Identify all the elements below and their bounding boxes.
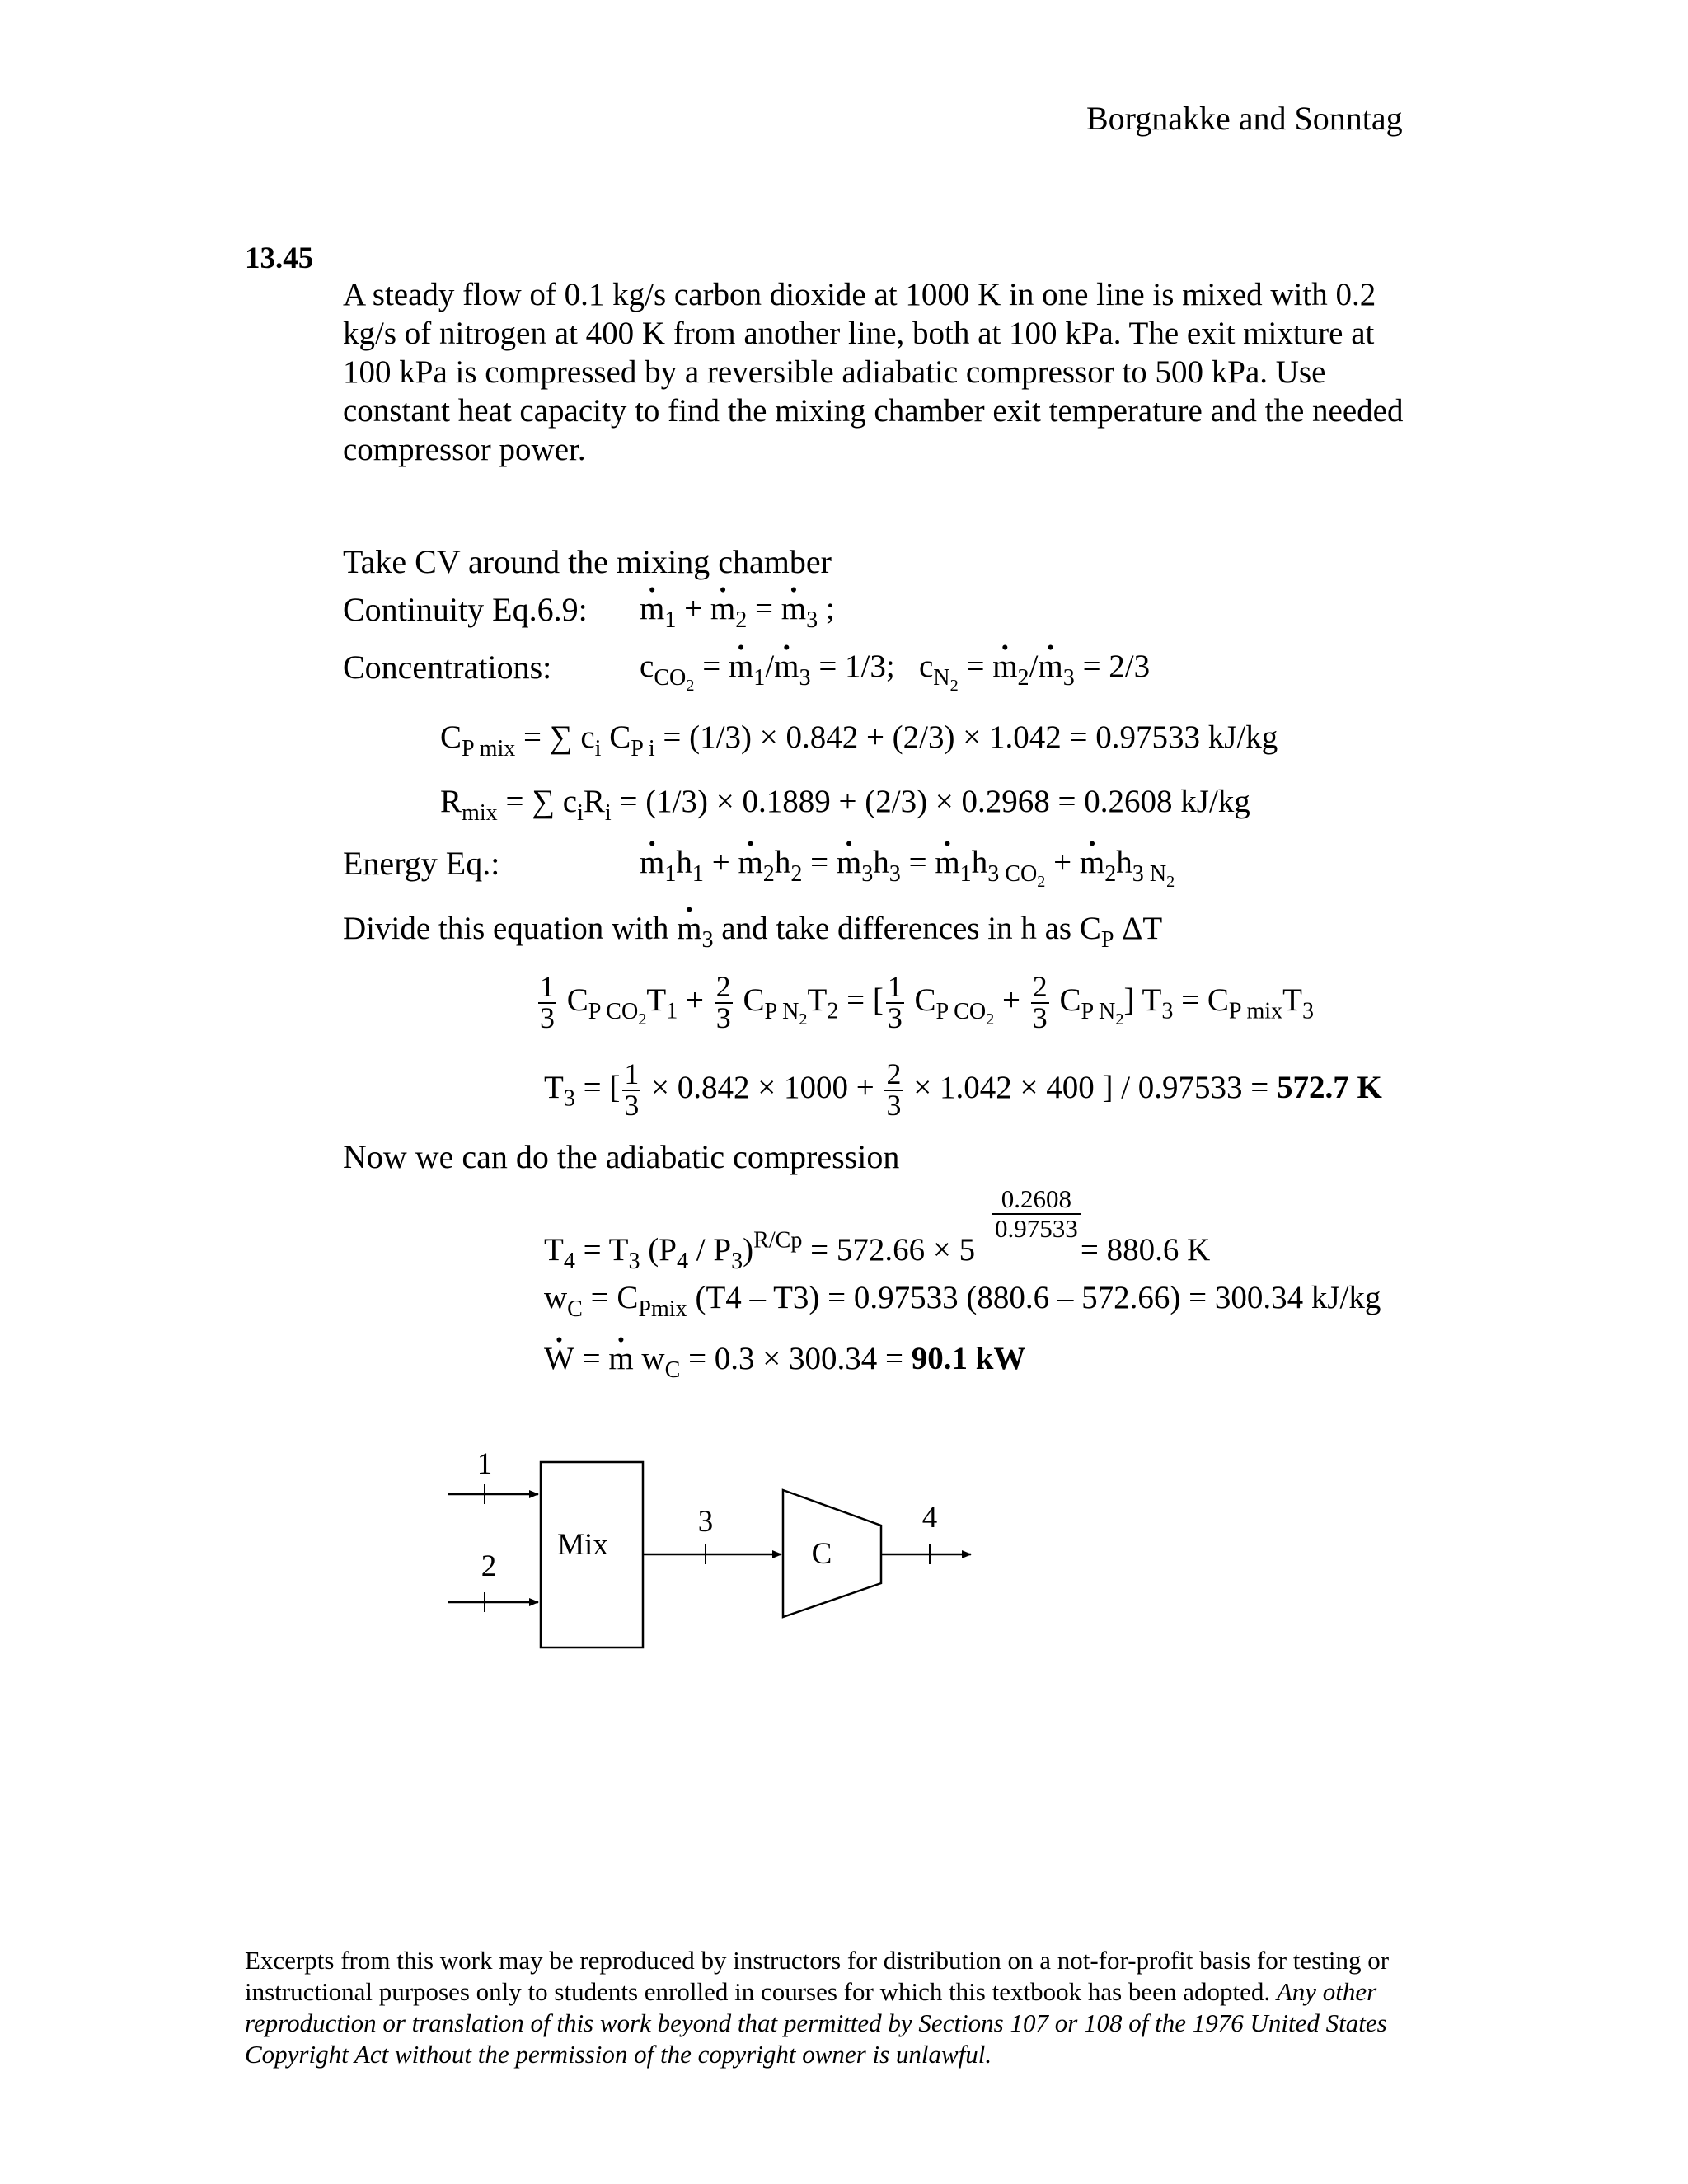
concentrations-label: Concentrations: bbox=[343, 649, 552, 686]
concentrations-equation: $c_{CO_2}$ = • $m_1/•$ $m_3 = 1/3$; $c_{N_2}$ = • $m_2/•$ $m_3 = 2/3$ bbox=[640, 648, 1150, 686]
problem-number: 13.45 bbox=[245, 241, 314, 275]
energy-label: Energy Eq.: bbox=[343, 845, 500, 882]
copyright-italic: Any other reproduction or translation of this work beyond that permitted by Sections 107 or 108 of the 1976 United States Copyright Act without the permission of the copyright owner is unlawful. bbox=[245, 1977, 1387, 2069]
continuity-label: Continuity Eq.6.9: bbox=[343, 591, 588, 628]
state-1-label: 1 bbox=[476, 1447, 493, 1481]
exponent-denominator: 0.97533 bbox=[995, 1214, 1078, 1243]
mixing-chamber-box bbox=[541, 1462, 643, 1647]
compressor-shape bbox=[783, 1490, 881, 1617]
exponent-numerator: 0.2608 bbox=[992, 1185, 1081, 1215]
energy-equation: • $m_1h_1$ + • $m_2h_2$ = • $m_3h_3$ = • $m_1h_{3 CO_2}$ + • $m_2h_{3 N_2}$ bbox=[640, 844, 1175, 882]
compressor-label: C bbox=[811, 1537, 832, 1571]
cv-text: Take CV around the mixing chamber bbox=[343, 543, 832, 580]
state-2-label: 2 bbox=[481, 1549, 497, 1583]
mix-label: Mix bbox=[557, 1528, 608, 1562]
divide-text-a: Divide this equation with bbox=[343, 911, 669, 946]
t4-equation: $T_4 = T_3$ $(P_4 / P_3)^{R/Cp} = 572.66 \times 5 = 880.6$ K bbox=[544, 1227, 1211, 1274]
continuity-equation: • $m_1$ + • $m_2$ = • $m_3$ ; bbox=[640, 590, 835, 627]
cp-mix-value: = (1/3) × 0.842 + (2/3) × 1.042 = 0.97533 kJ/kg bbox=[663, 719, 1278, 755]
t4-value: = 880.6 K bbox=[1080, 1232, 1211, 1268]
copyright-normal: Excerpts from this work may be reproduced by instructors for distribution on a not-for-profit basis for testing or instructional purposes only to students enrolled in courses for which this textbook has been adopted. bbox=[245, 1946, 1390, 2006]
page-header-authors: Borgnakke and Sonntag bbox=[1086, 100, 1403, 137]
power-equation: • W = • m $w_C = 0.3 \times 300.34 = 90.1$ kW bbox=[544, 1340, 1026, 1377]
r-mix-value: = (1/3) × 0.1889 + (2/3) × 0.2968 = 0.2608 kJ/kg bbox=[619, 784, 1250, 819]
t3-equation: $T_3$ = [ $\frac{1}{3}$ × 0.842 × 1000 + $\frac{2}{3}$ × 1.042 × 400 ] / 0.97533 = 572.7 K bbox=[544, 1057, 1382, 1122]
power-result: 90.1 kW bbox=[911, 1341, 1026, 1376]
wc-value: (T4 – T3) = 0.97533 (880.6 – 572.66) = 300.34 kJ/kg bbox=[695, 1280, 1381, 1315]
divide-text-b: and take differences in h as C bbox=[721, 911, 1101, 946]
power-value: = 0.3 × 300.34 = bbox=[688, 1341, 904, 1376]
state-4-label: 4 bbox=[921, 1501, 938, 1535]
compression-text: Now we can do the adiabatic compression bbox=[343, 1138, 900, 1175]
t3-result: 572.7 K bbox=[1277, 1069, 1382, 1105]
cp-mix-equation: $C_{P mix}$ = ∑ $c_i$ $C_{P i} = (1/3) \times 0.842 + (2/3) \times 1.042 = 0.97533$ kJ/kg bbox=[440, 719, 1278, 762]
problem-statement: A steady flow of 0.1 kg/s carbon dioxide at 1000 K in one line is mixed with 0.2 kg/s of nitrogen at 400 K from another line, both at 100 kPa. The exit mixture at 100 kPa is compressed by a reversible adiabatic compressor to 500 kPa. Use constant heat capacity to find the mixing chamber exit temperature and the needed compressor power. bbox=[343, 277, 1404, 467]
divide-text: Divide this equation with • $m_3$ and take differences in h as $C_P$ ΔT bbox=[343, 910, 1162, 947]
copyright-footer bbox=[245, 1945, 1423, 2070]
state-3-label: 3 bbox=[697, 1505, 714, 1539]
wc-equation: $w_C = C_{Pmix}$ (T4 – T3) = 0.97533 (880.6 – 572.66) = 300.34 kJ/kg bbox=[544, 1280, 1381, 1322]
energy-ratio-equation: $\frac{1}{3}$ $C_{P CO_2}T_1$ + $\frac{2}{3}$ $C_{P N_2}T_2$ = [ $\frac{1}{3}$ $C_{P CO_2}$ + $\frac{2}{3}$ $C_{P N_2}$] $T_3 = C_{P mix}T_3$ bbox=[536, 972, 1314, 1033]
r-mix-equation: $R_{mix}$ = ∑ $c_iR_i = (1/3) \times 0.1889 + (2/3) \times 0.2968 = 0.2608$ kJ/kg bbox=[440, 784, 1250, 826]
